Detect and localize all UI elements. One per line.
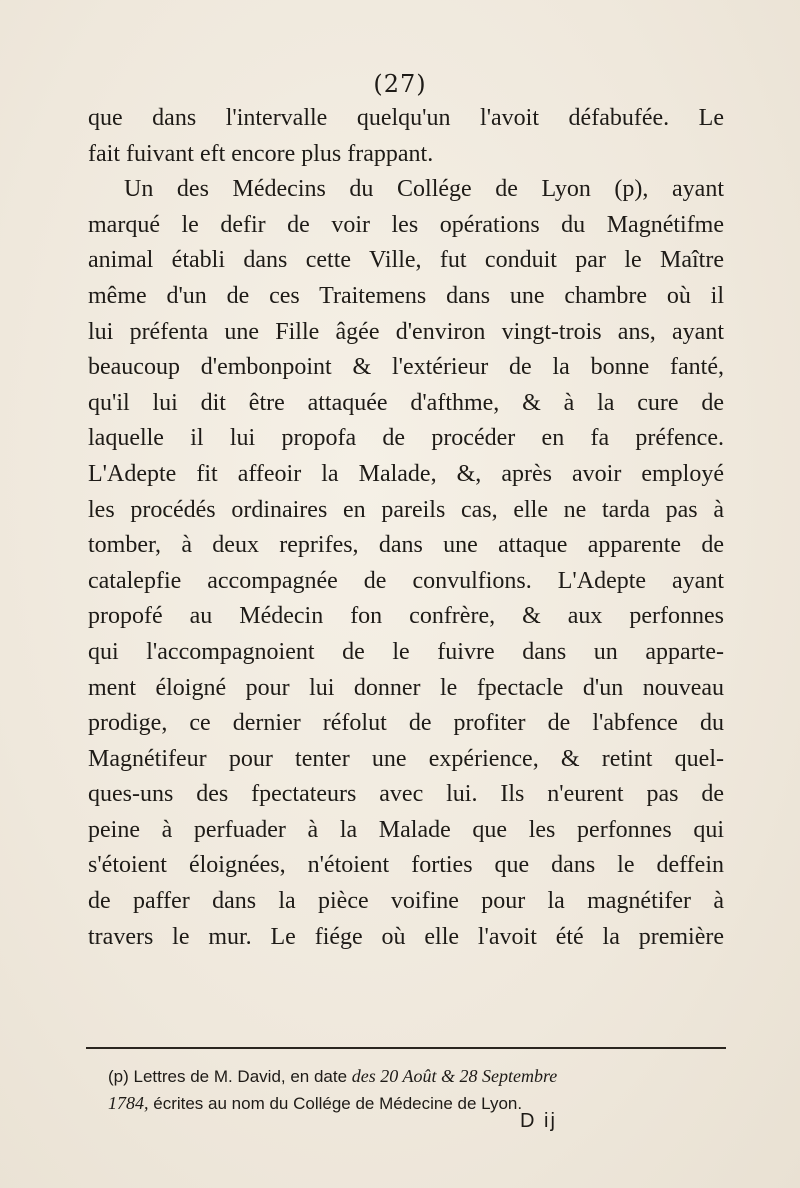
text-line: même d'un de ces Traitemens dans une chambre où il [88,282,724,309]
text-line: qui l'accompagnoient de le fuivre dans un apparte- [88,638,724,665]
text-line: les procédés ordinaires en pareils cas, elle ne tarda pas à [88,496,724,523]
page-number: (27) [373,70,427,98]
footnote-line [108,1063,724,1090]
text-line: Un des Médecins du Collége de Lyon (p), ayant [124,176,724,203]
text-line: que dans l'intervalle quelqu'un l'avoit défabufée. Le [88,105,724,131]
text-line: catalepfie accompagnée de convulfions. L'Adepte ayant [88,567,724,594]
text-line: tomber, à deux reprifes, dans une attaque apparente de [88,532,724,559]
text-line: animal établi dans cette Ville, fut conduit par le Maître [88,247,724,274]
footnote-line [108,1090,724,1117]
text-line: s'étoient éloignées, n'étoient forties que dans le deffein [88,852,724,879]
footnote-text: écrites au nom du Collége de Médecine de Lyon. [153,1094,523,1113]
text-line: propofé au Médecin fon confrère, & aux perfonnes [88,603,724,630]
text-line: beaucoup d'embonpoint & l'extérieur de la bonne fanté, [88,354,724,381]
text-line: laquelle il lui propofa de procéder en fa préfence. [88,425,724,452]
text-line: lui préfenta une Fille âgée d'environ vingt-trois ans, ayant [88,318,724,345]
text-line: qu'il lui dit être attaquée d'afthme, & à la cure de [88,389,724,416]
text-line: ques-uns des fpectateurs avec lui. Ils n'eurent pas de [88,781,724,808]
text-line: travers le mur. Le fiége où elle l'avoit été la première [88,923,724,950]
footnote-divider [86,1047,726,1049]
footnote [108,1063,724,1117]
text-line: L'Adepte fit affeoir la Malade, &, après avoir employé [88,460,724,487]
text-line: fait fuivant eft encore plus frappant. [88,140,434,167]
text-line: marqué le defir de voir les opérations du Magnétifme [88,211,724,238]
footnote-year: 1784, [108,1093,149,1113]
signature-mark: D ij [520,1110,557,1132]
text-line: ment éloigné pour lui donner le fpectacle d'un nouveau [88,674,724,701]
footnote-text: (p) Lettres de M. David, en date [108,1067,348,1086]
text-line: Magnétifeur pour tenter une expérience, & retint quel- [88,745,724,772]
text-line: prodige, ce dernier réfolut de profiter de l'abfence du [88,710,724,737]
body-text [88,101,724,955]
footnote-dates: des 20 Août & 28 Septembre [351,1066,558,1086]
text-line: peine à perfuader à la Malade que les perfonnes qui [88,816,724,843]
text-line: de paffer dans la pièce voifine pour la magnétifer à [88,888,724,915]
